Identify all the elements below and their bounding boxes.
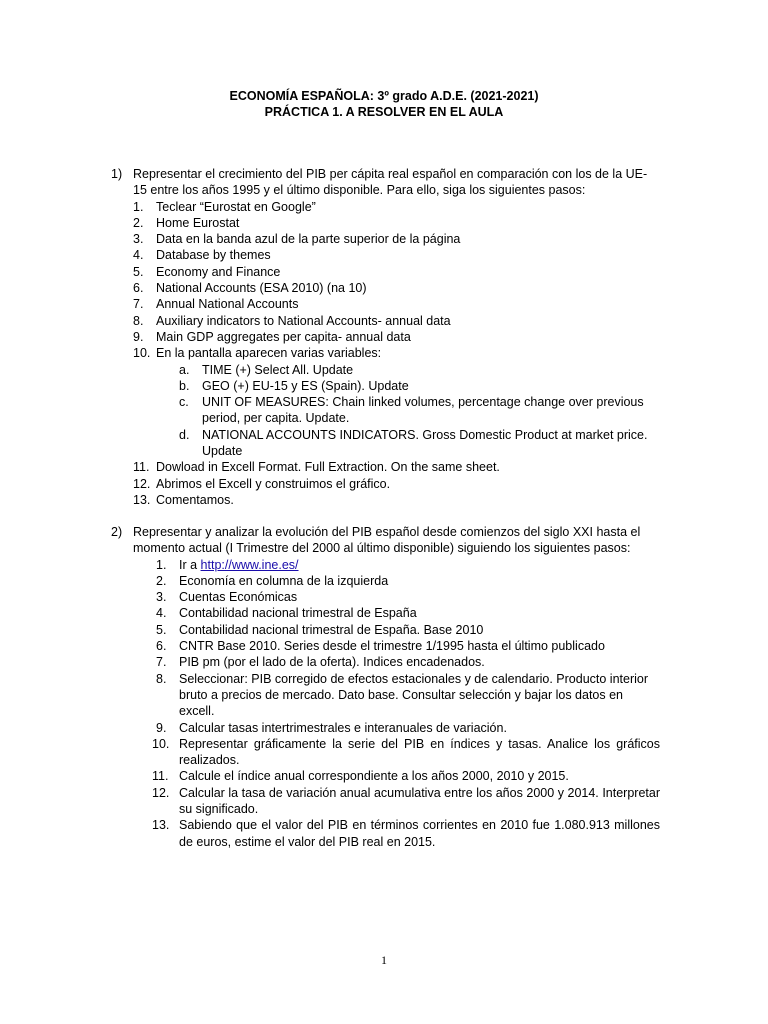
list-item: 5. Economy and Finance [133, 264, 281, 279]
list-item: 7. Annual National Accounts [133, 297, 299, 312]
list-item: d. NATIONAL ACCOUNTS INDICATORS. Gross Domestic Product at market price. Update [179, 427, 648, 459]
list-item: 4. Database by themes [133, 248, 271, 263]
question-2-number: 2) [111, 525, 123, 539]
list-item: 6. CNTR Base 2010. Series desde el trimestre 1/1995 hasta el último publicado [156, 639, 605, 654]
question-1-text: Representar el crecimiento del PIB per cápita real español en comparación con los de la UE-15 entre los años 1995 y el último disponible. Para ello, siga los siguientes pasos: [133, 167, 648, 198]
list-item: 2. Home Eurostat [133, 215, 240, 230]
question-1-steps [0, 199, 768, 362]
list-item: 13. Comentamos. [133, 492, 234, 507]
list-item: 11. Calcule el índice anual correspondiente a los años 2000, 2010 y 2015. [152, 769, 569, 784]
question-2-statement [0, 524, 768, 557]
list-item: b. GEO (+) EU-15 y ES (Spain). Update [179, 378, 409, 393]
list-item: 12. Calcular la tasa de variación anual acumulativa entre los años 2000 y 2014. Interpretar su significado. [152, 785, 660, 817]
list-item: 9. Main GDP aggregates per capita- annual data [133, 329, 411, 344]
list-item: 11. Dowload in Excell Format. Full Extraction. On the same sheet. [133, 460, 500, 475]
list-item: 2. Economía en columna de la izquierda [156, 573, 389, 588]
question-1 [0, 166, 768, 508]
list-item: 7. PIB pm (por el lado de la oferta). Indices encadenados. [156, 655, 485, 670]
document-subtitle: PRÁCTICA 1. A RESOLVER EN EL AULA [264, 105, 504, 119]
question-1-substeps [0, 362, 768, 460]
question-2-text: Representar y analizar la evolución del PIB español desde comienzos del siglo XXI hasta el momento actual (I Trimestre del 2000 al último disponible) siguiendo los siguientes pasos: [133, 525, 641, 556]
question-1-number: 1) [111, 167, 123, 181]
list-item: 3. Cuentas Económicas [156, 590, 298, 605]
document-title: ECONOMÍA ESPAÑOLA: 3º grado A.D.E. (2021-2021) [229, 89, 539, 103]
list-item: 10. Representar gráficamente la serie del PIB en índices y tasas. Analice los gráficos realizados. [152, 736, 660, 768]
list-item: 5. Contabilidad nacional trimestral de España. Base 2010 [156, 622, 484, 637]
list-item: 13. Sabiendo que el valor del PIB en términos corrientes en 2010 fue 1.080.913 millones de euros, estime el valor del PIB real en 2015. [152, 818, 660, 849]
list-item: 3. Data en la banda azul de la parte superior de la página [133, 232, 461, 247]
question-2-steps [0, 557, 768, 850]
list-item: 9. Calcular tasas intertrimestrales e interanuales de variación. [156, 720, 507, 735]
page-number: 1 [381, 953, 387, 967]
ine-link[interactable]: http://www.ine.es/ [200, 557, 299, 572]
question-1-steps-continued [0, 459, 768, 508]
question-1-statement [0, 166, 768, 199]
list-item: 8. Auxiliary indicators to National Accounts- annual data [133, 313, 451, 328]
list-item: 4. Contabilidad nacional trimestral de España [156, 606, 417, 621]
question-2 [0, 524, 768, 850]
list-item: 1. Teclear “Eurostat en Google” [133, 199, 316, 214]
list-item: c. UNIT OF MEASURES: Chain linked volumes, percentage change over previous period, per capita. Update. [179, 395, 644, 426]
list-item: 6. National Accounts (ESA 2010) (na 10) [133, 281, 367, 296]
list-item: 12. Abrimos el Excell y construimos el gráfico. [133, 476, 391, 491]
list-item: 1. Ir a http://www.ine.es/ [156, 557, 299, 572]
list-item: 8. Seleccionar: PIB corregido de efectos estacionales y de calendario. Producto interior bruto a precios de mercado. Dato base. Consultar selección y bajar los datos en excell. [156, 671, 649, 719]
list-item: 10. En la pantalla aparecen varias variables: [133, 346, 382, 361]
list-item: a. TIME (+) Select All. Update [179, 362, 354, 377]
